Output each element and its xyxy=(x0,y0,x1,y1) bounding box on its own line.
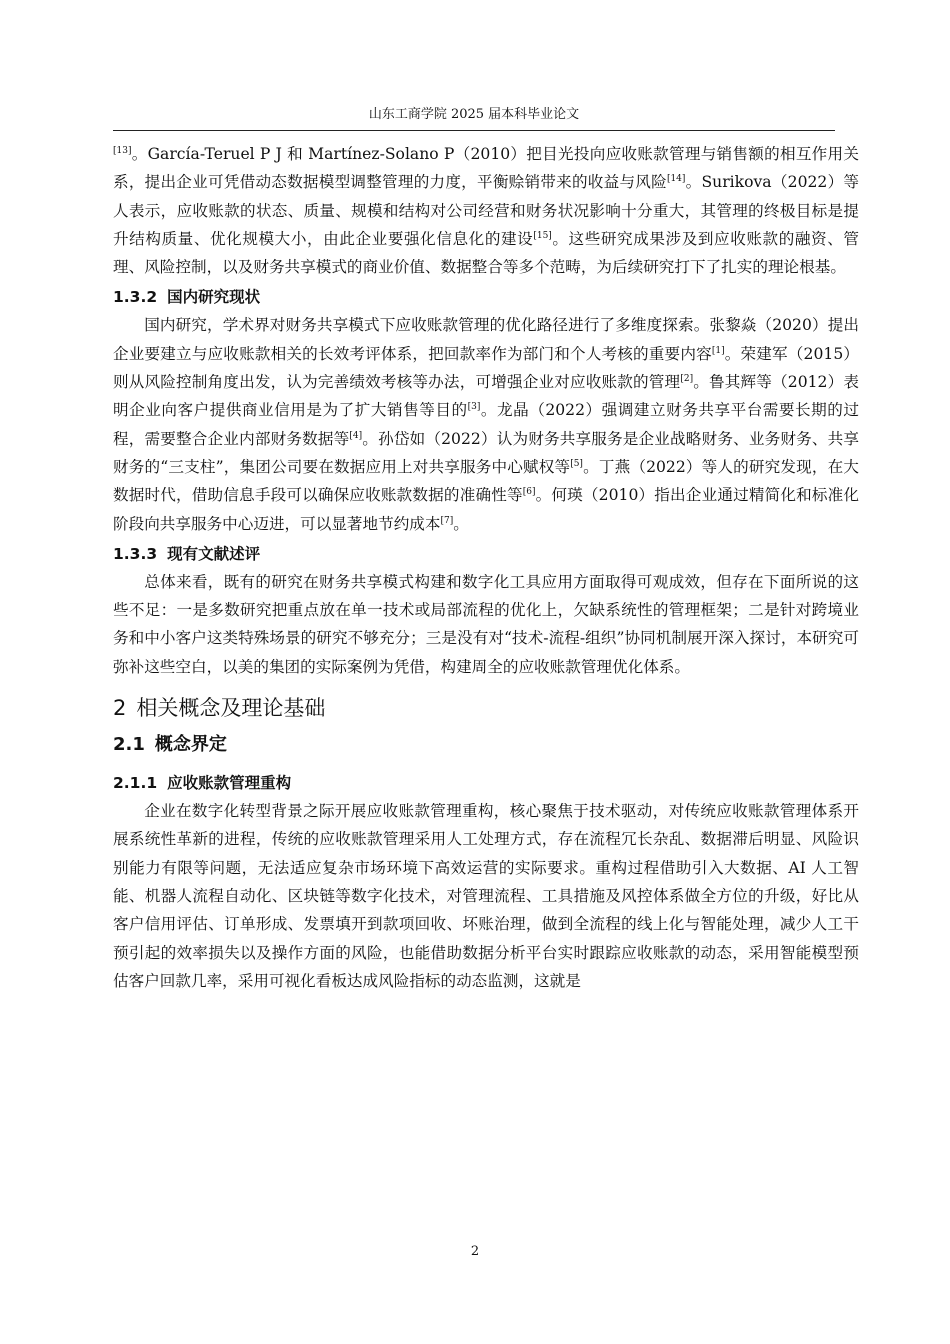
section-heading-2-1-1 xyxy=(113,769,859,797)
paragraph-text: 。 xyxy=(453,514,469,533)
citation-4: [4] xyxy=(349,430,363,441)
section-heading-1-3-3 xyxy=(113,540,859,568)
paragraph-literature-review: 总体来看，既有的研究在财务共享模式构建和数字化工具应用方面取得可观成效，但存在下面所说的这些不足：一是多数研究把重点放在单一技术或局部流程的优化上，欠缺系统性的管理框架；二是针对跨境业务和中小客户这类特殊场景的研究不够充分；三是没有对“技术-流程-组织”协同机制展开深入探讨，本研究可弥补这些空白，以美的集团的实际案例为凭借，构建周全的应收账款管理优化体系。 xyxy=(113,572,859,676)
paragraph-text: 。丁燕（2022）等人的研究发现，在大数据时代，借助信息手段可以确保应收账款数据的准确性等 xyxy=(113,457,859,505)
section-title: 现有文献述评 xyxy=(167,544,261,563)
paragraph-text: 。García-Teruel P J 和 Martínez-Solano P（2010）把目光投向应收账款管理与销售额的相互作用关系，提出企业可凭借动态数据模型调整管理的力度，平衡赊销带来的收益与风险 xyxy=(113,145,859,192)
paragraph-text: 。何瑛（2010）指出企业通过精简化和标准化阶段向共享服务中心迈进，可以显著地节约成本 xyxy=(113,486,859,533)
paragraph-foreign-research-end xyxy=(113,140,859,281)
paragraph-ar-restructuring: 企业在数字化转型背景之际开展应收账款管理重构，核心聚焦于技术驱动，对传统应收账款管理体系开展系统性革新的进程，传统的应收账款管理采用人工处理方式，存在流程冗长杂乱、数据滞后明显、风险识别能力有限等问题，无法适应复杂市场环境下高效运营的实际要求。重构过程借助引入大数据、AI 人工智能、机器人流程自动化、区块链等数字化技术，对管理流程、工具措施及风控体系做全方位的升级，好比从客户信用评估、订单形成、发票填开到款项回收、坏账治理，做到全流程的线上化与智能处理，减少人工干预引起的效率损失以及操作方面的风险，也能借助数据分析平台实时跟踪应收账款的动态，采用智能模型预估客户回款几率，采用可视化看板达成风险指标的动态监测，这就是 xyxy=(113,802,859,990)
citation-7: [7] xyxy=(440,515,454,526)
paragraph-text: 。这些研究成果涉及到应收账款的融资、管理、风险控制，以及财务共享模式的商业价值、数据整合等多个范畴，为后续研究打下了扎实的理论根基。 xyxy=(113,229,859,277)
section-title: 相关概念及理论基础 xyxy=(136,696,326,721)
paragraph-text: 国内研究，学术界对财务共享模式下应收账款管理的优化路径进行了多维度探索。张黎焱（2020）提出企业要建立与应收账款相关的长效考评体系，把回款率作为部门和个人考核的重要内容 xyxy=(113,316,859,363)
citation-6: [6] xyxy=(522,487,536,498)
section-title: 应收账款管理重构 xyxy=(167,774,292,793)
section-number: 1.3.2 xyxy=(113,288,158,307)
paragraph-domestic-research xyxy=(113,311,859,537)
section-heading-2-1 xyxy=(113,731,859,759)
page-body xyxy=(113,140,859,995)
citation-3: [3] xyxy=(467,402,481,413)
citation-5: [5] xyxy=(570,458,583,469)
paragraph-text: 。Surikova（2022）等人表示，应收账款的状态、质量、规模和结构对公司经营和财务状况影响十分重大，其管理的终极目标是提升结构质量、优化规模大小，由此企业要强化信息化的建设 xyxy=(113,173,859,248)
section-title: 概念界定 xyxy=(154,734,227,756)
running-header: 山东工商学院 2025 届本科毕业论文 xyxy=(113,106,835,131)
section-number: 1.3.3 xyxy=(113,544,158,563)
paragraph-text: 。孙岱如（2022）认为财务共享服务是企业战略财务、业务财务、共享财务的“三支柱”，集团公司要在数据应用上对共享服务中心赋权等 xyxy=(113,429,859,476)
page-number: 2 xyxy=(470,1244,480,1259)
section-heading-1-3-2 xyxy=(113,283,859,311)
paragraph-text: 。荣建军（2015）则从风险控制角度出发，认为完善绩效考核等办法，可增强企业对应收账款的管理 xyxy=(113,344,859,392)
citation-15: [15] xyxy=(533,230,552,241)
chapter-heading-2 xyxy=(113,693,859,723)
section-number: 2.1 xyxy=(113,734,145,756)
section-number: 2 xyxy=(113,696,127,721)
citation-14: [14] xyxy=(666,174,686,185)
citation-1: [1] xyxy=(711,345,725,356)
paragraph-text: 。鲁其辉等（2012）表明企业向客户提供商业信用是为了扩大销售等目的 xyxy=(113,373,859,420)
paragraph-text: 。龙晶（2022）强调建立财务共享平台需要长期的过程，需要整合企业内部财务数据等 xyxy=(113,401,859,448)
citation-13: [13] xyxy=(113,145,132,156)
section-title: 国内研究现状 xyxy=(167,288,261,307)
section-number: 2.1.1 xyxy=(113,774,158,793)
citation-2: [2] xyxy=(680,373,694,384)
